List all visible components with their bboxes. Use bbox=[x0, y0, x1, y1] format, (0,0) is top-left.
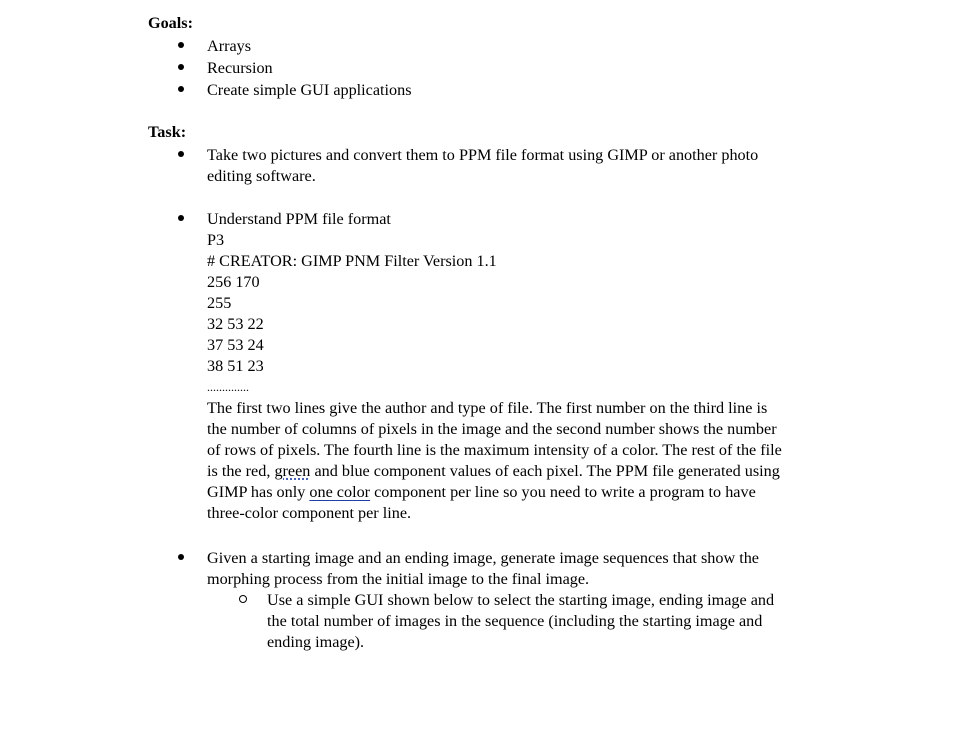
text-line: morphing process from the initial image to the final image. bbox=[207, 570, 590, 588]
ppm-line: 37 53 24 bbox=[207, 336, 264, 354]
text-line: of rows of pixels. The fourth line is the maximum intensity of a color. The rest of the file bbox=[207, 441, 782, 459]
text-line: Use a simple GUI shown below to select the starting image, ending image and bbox=[267, 591, 775, 609]
ppm-line: 32 53 22 bbox=[207, 315, 264, 333]
ppm-line: 255 bbox=[207, 294, 232, 312]
task-subitem-gui bbox=[267, 590, 867, 653]
goal-item-recursion: Recursion bbox=[207, 59, 273, 77]
grammar-flag-one-color: one color bbox=[309, 483, 371, 501]
ppm-line: P3 bbox=[207, 231, 225, 249]
ppm-line: 256 170 bbox=[207, 273, 260, 291]
text-line: Given a starting image and an ending image, generate image sequences that show the bbox=[207, 549, 759, 567]
item-title: Understand PPM file format bbox=[207, 210, 391, 228]
task-heading: Task: bbox=[148, 123, 187, 141]
text-line: the total number of images in the sequence (including the starting image and bbox=[267, 612, 763, 630]
bullet-icon bbox=[176, 209, 186, 230]
text-run: and blue component values of each pixel. The PPM file generated using bbox=[310, 462, 780, 480]
ppm-line: # CREATOR: GIMP PNM Filter Version 1.1 bbox=[207, 252, 497, 270]
text-line: The first two lines give the author and type of file. The first number on the third line is bbox=[207, 399, 768, 417]
text-run: component per line so you need to write a program to have bbox=[370, 483, 756, 501]
circle-bullet-icon bbox=[238, 590, 248, 611]
ppm-line: 38 51 23 bbox=[207, 357, 264, 375]
text-line: editing software. bbox=[207, 167, 316, 185]
bullet-icon bbox=[176, 36, 186, 57]
text-run: is the red, bbox=[207, 462, 275, 480]
text-line: the number of columns of pixels in the image and the second number shows the number bbox=[207, 420, 777, 438]
bullet-icon bbox=[176, 80, 186, 101]
task-item-ppm bbox=[207, 209, 867, 524]
text-run: GIMP has only bbox=[207, 483, 310, 501]
text-line: three-color component per line. bbox=[207, 504, 412, 522]
text-line bbox=[207, 461, 867, 482]
text-line: Take two pictures and convert them to PPM file format using GIMP or another photo bbox=[207, 146, 759, 164]
bullet-icon bbox=[176, 58, 186, 79]
goal-item-arrays: Arrays bbox=[207, 37, 252, 55]
text-line: ending image). bbox=[267, 633, 365, 651]
ppm-ellipsis: .............. bbox=[207, 380, 249, 394]
text-line bbox=[207, 482, 867, 503]
bullet-icon bbox=[176, 548, 186, 569]
goals-heading: Goals: bbox=[148, 14, 193, 32]
task-item-convert bbox=[207, 145, 867, 187]
task-item-morph bbox=[207, 548, 867, 590]
goal-item-gui: Create simple GUI applications bbox=[207, 81, 412, 99]
grammar-flag-green: green bbox=[274, 462, 311, 480]
bullet-icon bbox=[176, 145, 186, 166]
